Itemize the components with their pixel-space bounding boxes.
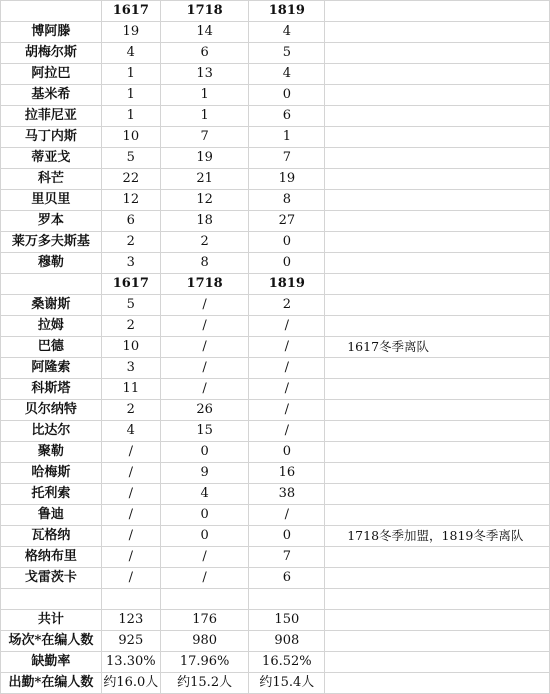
summary-label-cell: 共计: [1, 610, 102, 631]
player-name-cell: 基米希: [1, 85, 102, 106]
value-cell: 38: [249, 484, 325, 505]
season-header-cell: 1819: [249, 274, 325, 295]
summary-value-cell: 约15.2人: [160, 673, 249, 694]
note-cell: [325, 421, 550, 442]
value-cell: /: [249, 421, 325, 442]
player-name-cell: 博阿滕: [1, 22, 102, 43]
note-cell: [325, 211, 550, 232]
note-cell: [325, 274, 550, 295]
empty-cell: [249, 589, 325, 610]
player-name-cell: 贝尔纳特: [1, 400, 102, 421]
value-cell: 1: [160, 85, 249, 106]
player-row: [1, 316, 550, 337]
value-cell: 2: [160, 232, 249, 253]
value-cell: 27: [249, 211, 325, 232]
note-cell: [325, 652, 550, 673]
season-header-cell: 1617: [101, 274, 160, 295]
value-cell: 7: [249, 547, 325, 568]
value-cell: 3: [101, 253, 160, 274]
summary-value-cell: 925: [101, 631, 160, 652]
value-cell: 4: [101, 43, 160, 64]
season-header-cell: 1718: [160, 1, 249, 22]
note-cell: [325, 190, 550, 211]
value-cell: 4: [160, 484, 249, 505]
summary-value-cell: 16.52%: [249, 652, 325, 673]
note-cell: [325, 127, 550, 148]
player-row: [1, 106, 550, 127]
value-cell: 0: [160, 505, 249, 526]
note-cell: [325, 43, 550, 64]
note-cell: [325, 22, 550, 43]
season-header-cell: 1617: [101, 1, 160, 22]
value-cell: 1: [249, 127, 325, 148]
player-row: [1, 169, 550, 190]
note-cell: [325, 148, 550, 169]
value-cell: 1: [101, 64, 160, 85]
value-cell: 8: [249, 190, 325, 211]
player-row: [1, 148, 550, 169]
note-cell: [325, 1, 550, 22]
note-cell: [325, 169, 550, 190]
player-row: [1, 232, 550, 253]
player-name-cell: 阿拉巴: [1, 64, 102, 85]
value-cell: /: [160, 316, 249, 337]
player-name-cell: 科斯塔: [1, 379, 102, 400]
summary-value-cell: 176: [160, 610, 249, 631]
player-row: [1, 547, 550, 568]
value-cell: 15: [160, 421, 249, 442]
summary-row: [1, 673, 550, 694]
empty-cell: [325, 589, 550, 610]
player-row: [1, 358, 550, 379]
player-name-cell: 拉姆: [1, 316, 102, 337]
value-cell: 9: [160, 463, 249, 484]
value-cell: /: [160, 379, 249, 400]
value-cell: 4: [249, 64, 325, 85]
value-cell: 14: [160, 22, 249, 43]
player-row: [1, 64, 550, 85]
note-cell: [325, 673, 550, 694]
player-row: [1, 127, 550, 148]
player-row: [1, 22, 550, 43]
value-cell: 0: [160, 526, 249, 547]
value-cell: 5: [101, 295, 160, 316]
player-row: [1, 400, 550, 421]
value-cell: 1: [160, 106, 249, 127]
value-cell: 18: [160, 211, 249, 232]
note-cell: [325, 379, 550, 400]
value-cell: 0: [249, 85, 325, 106]
note-cell: [325, 484, 550, 505]
player-name-cell: 胡梅尔斯: [1, 43, 102, 64]
player-row: [1, 295, 550, 316]
value-cell: /: [160, 295, 249, 316]
summary-value-cell: 约16.0人: [101, 673, 160, 694]
value-cell: 0: [249, 232, 325, 253]
value-cell: /: [101, 547, 160, 568]
value-cell: 11: [101, 379, 160, 400]
value-cell: 4: [101, 421, 160, 442]
note-cell: [325, 295, 550, 316]
player-row: [1, 190, 550, 211]
value-cell: /: [160, 547, 249, 568]
value-cell: 16: [249, 463, 325, 484]
note-cell: [325, 568, 550, 589]
value-cell: 4: [249, 22, 325, 43]
player-name-cell: 穆勒: [1, 253, 102, 274]
value-cell: /: [101, 442, 160, 463]
note-cell: [325, 358, 550, 379]
player-name-cell: 蒂亚戈: [1, 148, 102, 169]
note-cell: [325, 442, 550, 463]
note-cell: [325, 547, 550, 568]
value-cell: 5: [249, 43, 325, 64]
player-row: [1, 337, 550, 358]
summary-value-cell: 约15.4人: [249, 673, 325, 694]
value-cell: 2: [101, 232, 160, 253]
player-name-cell: 聚勒: [1, 442, 102, 463]
value-cell: /: [249, 505, 325, 526]
value-cell: 3: [101, 358, 160, 379]
note-cell: 1617冬季离队: [325, 337, 550, 358]
value-cell: 0: [249, 442, 325, 463]
value-cell: 13: [160, 64, 249, 85]
player-name-cell: 拉菲尼亚: [1, 106, 102, 127]
value-cell: 2: [249, 295, 325, 316]
value-cell: /: [101, 505, 160, 526]
blank-row: [1, 589, 550, 610]
value-cell: /: [249, 316, 325, 337]
summary-value-cell: 17.96%: [160, 652, 249, 673]
player-name-cell: 科芒: [1, 169, 102, 190]
note-cell: [325, 85, 550, 106]
empty-cell: [160, 589, 249, 610]
corner-cell: [1, 1, 102, 22]
value-cell: 10: [101, 337, 160, 358]
note-cell: [325, 232, 550, 253]
value-cell: 0: [249, 253, 325, 274]
value-cell: 2: [101, 400, 160, 421]
note-cell: [325, 463, 550, 484]
value-cell: 22: [101, 169, 160, 190]
summary-label-cell: 缺勤率: [1, 652, 102, 673]
player-name-cell: 比达尔: [1, 421, 102, 442]
value-cell: /: [101, 568, 160, 589]
note-cell: [325, 64, 550, 85]
summary-row: [1, 652, 550, 673]
note-cell: [325, 400, 550, 421]
summary-value-cell: 13.30%: [101, 652, 160, 673]
player-row: [1, 526, 550, 547]
value-cell: 21: [160, 169, 249, 190]
player-name-cell: 桑谢斯: [1, 295, 102, 316]
empty-cell: [101, 589, 160, 610]
player-name-cell: 阿隆索: [1, 358, 102, 379]
player-row: [1, 421, 550, 442]
player-row: [1, 85, 550, 106]
summary-value-cell: 123: [101, 610, 160, 631]
value-cell: /: [249, 337, 325, 358]
summary-value-cell: 150: [249, 610, 325, 631]
summary-row: [1, 631, 550, 652]
player-row: [1, 568, 550, 589]
value-cell: /: [101, 484, 160, 505]
value-cell: 12: [101, 190, 160, 211]
player-name-cell: 格纳布里: [1, 547, 102, 568]
player-row: [1, 379, 550, 400]
value-cell: 5: [101, 148, 160, 169]
summary-row: [1, 610, 550, 631]
note-cell: [325, 253, 550, 274]
player-row: [1, 505, 550, 526]
player-name-cell: 罗本: [1, 211, 102, 232]
value-cell: 26: [160, 400, 249, 421]
summary-label-cell: 场次*在编人数: [1, 631, 102, 652]
value-cell: 0: [160, 442, 249, 463]
value-cell: /: [101, 463, 160, 484]
value-cell: 12: [160, 190, 249, 211]
summary-value-cell: 980: [160, 631, 249, 652]
value-cell: 19: [101, 22, 160, 43]
value-cell: 1: [101, 85, 160, 106]
player-row: [1, 211, 550, 232]
value-cell: 0: [249, 526, 325, 547]
summary-value-cell: 908: [249, 631, 325, 652]
value-cell: /: [101, 526, 160, 547]
player-row: [1, 442, 550, 463]
value-cell: 19: [160, 148, 249, 169]
player-name-cell: 巴德: [1, 337, 102, 358]
value-cell: /: [160, 358, 249, 379]
value-cell: /: [160, 568, 249, 589]
value-cell: /: [249, 358, 325, 379]
header-row: [1, 1, 550, 22]
note-cell: [325, 106, 550, 127]
value-cell: 6: [249, 106, 325, 127]
note-cell: [325, 505, 550, 526]
player-row: [1, 253, 550, 274]
value-cell: 6: [101, 211, 160, 232]
value-cell: 1: [101, 106, 160, 127]
player-row: [1, 484, 550, 505]
note-cell: [325, 610, 550, 631]
value-cell: 7: [160, 127, 249, 148]
note-cell: 1718冬季加盟，1819冬季离队: [325, 526, 550, 547]
value-cell: /: [160, 337, 249, 358]
player-name-cell: 莱万多夫斯基: [1, 232, 102, 253]
value-cell: 19: [249, 169, 325, 190]
value-cell: 6: [249, 568, 325, 589]
value-cell: /: [249, 400, 325, 421]
value-cell: 7: [249, 148, 325, 169]
corner-cell: [1, 274, 102, 295]
value-cell: /: [249, 379, 325, 400]
value-cell: 6: [160, 43, 249, 64]
header-row: [1, 274, 550, 295]
value-cell: 10: [101, 127, 160, 148]
player-name-cell: 鲁迪: [1, 505, 102, 526]
player-name-cell: 里贝里: [1, 190, 102, 211]
player-name-cell: 瓦格纳: [1, 526, 102, 547]
player-name-cell: 戈雷茨卡: [1, 568, 102, 589]
value-cell: 2: [101, 316, 160, 337]
player-row: [1, 463, 550, 484]
value-cell: 8: [160, 253, 249, 274]
empty-cell: [1, 589, 102, 610]
season-header-cell: 1718: [160, 274, 249, 295]
player-name-cell: 哈梅斯: [1, 463, 102, 484]
summary-label-cell: 出勤*在编人数: [1, 673, 102, 694]
note-cell: [325, 316, 550, 337]
player-row: [1, 43, 550, 64]
player-name-cell: 马丁内斯: [1, 127, 102, 148]
season-header-cell: 1819: [249, 1, 325, 22]
note-cell: [325, 631, 550, 652]
player-name-cell: 托利索: [1, 484, 102, 505]
